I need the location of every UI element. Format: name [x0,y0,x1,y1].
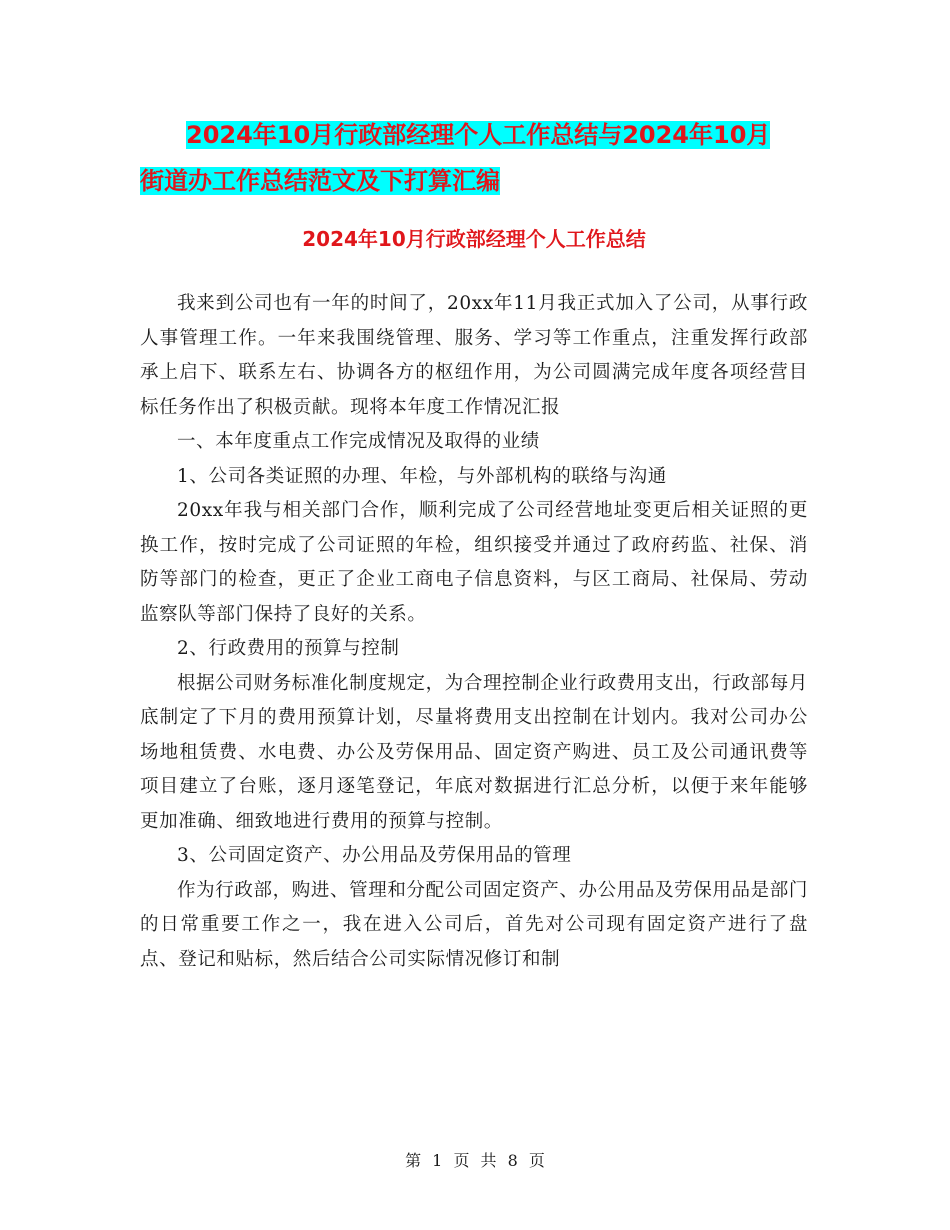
paragraph: 20xx年我与相关部门合作，顺利完成了公司经营地址变更后相关证照的更换工作，按时完成了公司证照的年检，组织接受并通过了政府药监、社保、消防等部门的检查，更正了企业工商电子信息资料，与区工商局、社保局、劳动监察队等部门保持了良好的关系。 [140,500,808,625]
title-line-2: 街道办工作总结范文及下打算汇编 [140,167,500,195]
section-title: 2024年10月行政部经理个人工作总结 [302,227,646,251]
paragraph: 我来到公司也有一年的时间了，20xx年11月我正式加入了公司，从事行政人事管理工作。一年来我围绕管理、服务、学习等工作重点，注重发挥行政部承上启下、联系左右、协调各方的枢纽作用，为公司圆满完成年度各项经营目标任务作出了积极贡献。现将本年度工作情况汇报 [140,293,808,418]
document-body [140,287,808,977]
title-line-1: 2024年10月行政部经理个人工作总结与2024年10月 [186,121,771,149]
paragraph: 2、行政费用的预算与控制 [177,638,400,659]
page-number-footer: 第 1 页 共 8 页 [405,1151,545,1170]
paragraph: 一、本年度重点工作完成情况及取得的业绩 [177,431,540,452]
paragraph: 3、公司固定资产、办公用品及劳保用品的管理 [177,845,572,866]
paragraph: 根据公司财务标准化制度规定，为合理控制企业行政费用支出，行政部每月底制定了下月的费用预算计划，尽量将费用支出控制在计划内。我对公司办公场地租赁费、水电费、办公及劳保用品、固定资产购进、员工及公司通讯费等项目建立了台账，逐月逐笔登记，年底对数据进行汇总分析，以便于来年能够更加准确、细致地进行费用的预算与控制。 [140,672,808,832]
document-title [140,112,840,204]
paragraph: 作为行政部，购进、管理和分配公司固定资产、办公用品及劳保用品是部门的日常重要工作之一，我在进入公司后，首先对公司现有固定资产进行了盘点、登记和贴标，然后结合公司实际情况修订和制 [140,879,808,970]
paragraph: 1、公司各类证照的办理、年检，与外部机构的联络与沟通 [177,465,667,487]
